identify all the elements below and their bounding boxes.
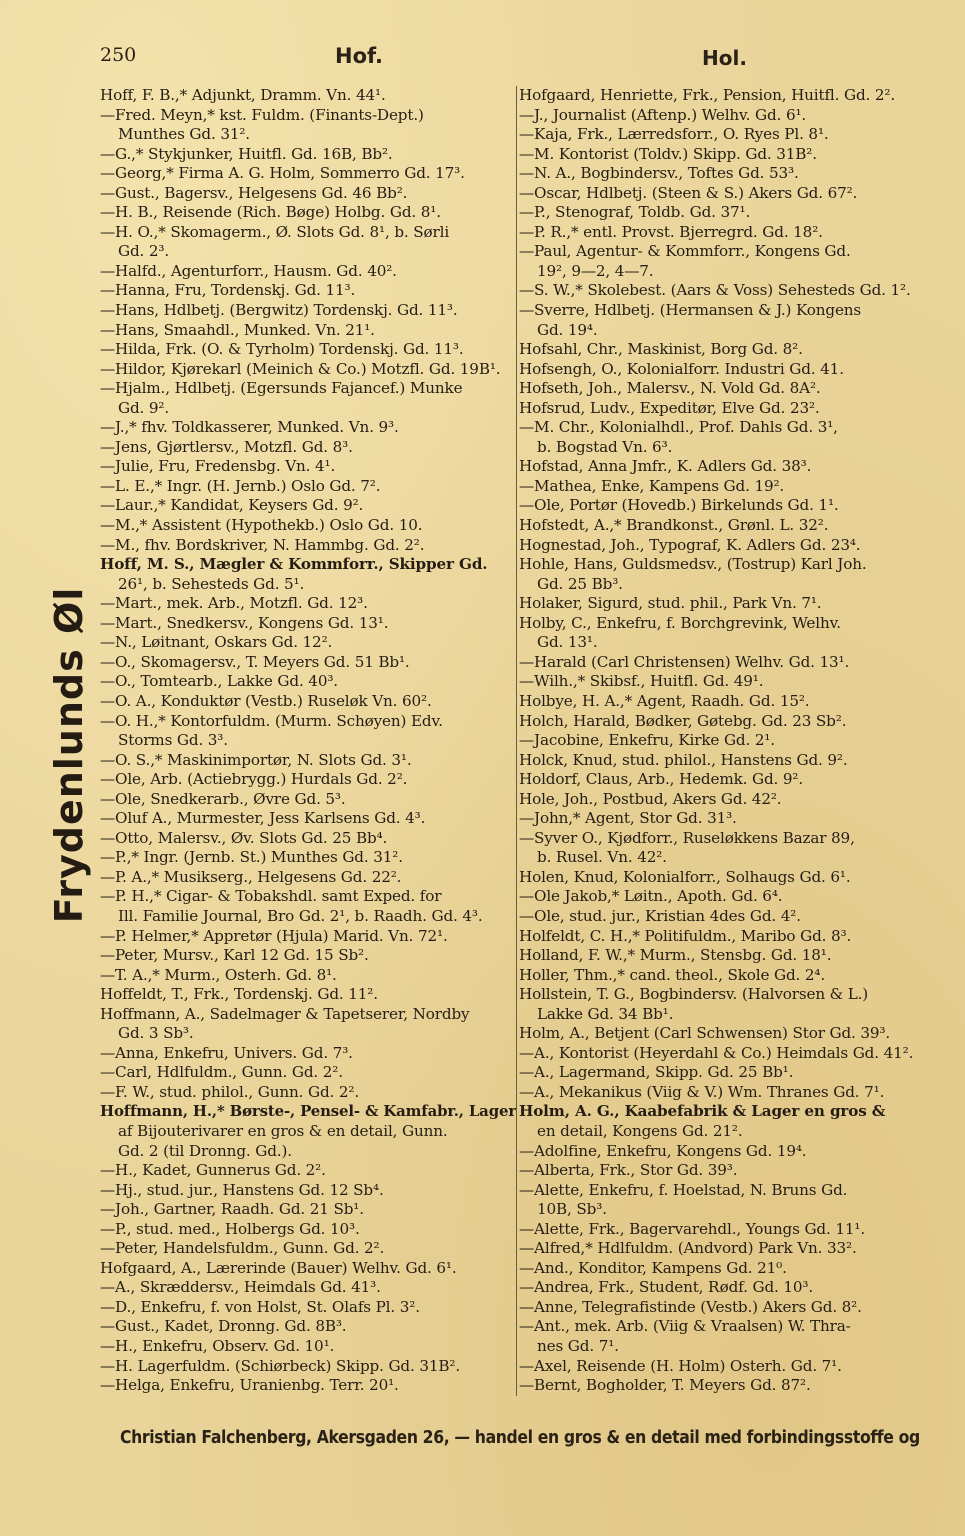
entry-line: —O. H.,* Kontorfuldm. (Murm. Schøyen) Edv. (100, 711, 443, 730)
entry-line: 10B, Sb³. (537, 1200, 607, 1219)
entry-line: Hohle, Hans, Guldsmedsv., (Tostrup) Karl Joh. (519, 555, 867, 574)
entry-line: —J.,* fhv. Toldkasserer, Munked. Vn. 9³. (100, 418, 399, 437)
entry-line: —Julie, Fru, Fredensbg. Vn. 4¹. (100, 457, 336, 476)
entry-line: —Alfred,* Hdlfuldm. (Andvord) Park Vn. 33². (519, 1239, 857, 1258)
entry-line: —Carl, Hdlfuldm., Gunn. Gd. 2². (100, 1063, 343, 1082)
entry-line: Hofsengh, O., Kolonialforr. Industri Gd. 41. (519, 359, 844, 378)
entry-line: Ill. Familie Journal, Bro Gd. 2¹, b. Raadh. Gd. 4³. (118, 906, 483, 925)
entry-line: Holland, F. W.,* Murm., Stensbg. Gd. 18¹. (519, 946, 832, 965)
entry-line: —Hj., stud. jur., Hanstens Gd. 12 Sb⁴. (100, 1180, 384, 1199)
entry-line: —Jacobine, Enkefru, Kirke Gd. 2¹. (519, 731, 775, 750)
entry-line: Hofgaard, Henriette, Frk., Pension, Huitfl. Gd. 2². (519, 86, 896, 104)
entry-line: —Gust., Kadet, Dronng. Gd. 8B³. (100, 1317, 347, 1336)
footer-advertisement: Christian Falchenberg, Akersgaden 26, — handel en gros & en detail med forbindingsstoffe og (120, 1428, 920, 1448)
entry-line: —Oscar, Hdlbetj. (Steen & S.) Akers Gd. 67². (519, 183, 858, 202)
entry-line: —A., Lagermand, Skipp. Gd. 25 Bb¹. (519, 1063, 794, 1082)
entry-line: —Harald (Carl Christensen) Welhv. Gd. 13¹. (519, 652, 850, 671)
entry-line: —P. H.,* Cigar- & Tobakshdl. samt Exped. for (100, 887, 442, 906)
entry-line: —Peter, Mursv., Karl 12 Gd. 15 Sb². (100, 946, 369, 965)
entry-line: —H., Enkefru, Observ. Gd. 10¹. (100, 1337, 335, 1355)
entry-line: en detail, Kongens Gd. 21². (537, 1121, 743, 1140)
entry-line: —Hanna, Fru, Tordenskj. Gd. 11³. (100, 281, 356, 300)
entry-line: —Fred. Meyn,* kst. Fuldm. (Finants-Dept.) (100, 105, 424, 124)
entry-line: Hoffeldt, T., Frk., Tordenskj. Gd. 11². (100, 985, 378, 1004)
entry-line: —A., Skræddersv., Heimdals Gd. 41³. (100, 1278, 381, 1297)
page-number: 250 (100, 44, 137, 66)
entry-line: Hollstein, T. G., Bogbindersv. (Halvorsen & L.) (519, 985, 869, 1004)
entry-line: —H. Lagerfuldm. (Schiørbeck) Skipp. Gd. 31B². (100, 1356, 461, 1375)
entry-line: 19², 9—2, 4—7. (537, 261, 654, 280)
entry-line: —M. Chr., Kolonialhdl., Prof. Dahls Gd. 3¹, (519, 418, 838, 437)
entry-line: —A., Kontorist (Heyerdahl & Co.) Heimdals Gd. 41². (519, 1043, 914, 1062)
entry-line: —Andrea, Frk., Student, Rødf. Gd. 10³. (519, 1278, 814, 1297)
entry-line: Gd. 2 (til Dronng. Gd.). (118, 1141, 292, 1160)
entry-line: Munthes Gd. 31². (118, 125, 250, 144)
entry-line: b. Rusel. Vn. 42². (537, 848, 667, 867)
entry-line: —S. W.,* Skolebest. (Aars & Voss) Sehesteds Gd. 1². (519, 281, 911, 300)
running-head-left: Hof. (335, 44, 383, 68)
entry-line: —Gust., Bagersv., Helgesens Gd. 46 Bb². (100, 183, 408, 202)
entry-line: Hofstad, Anna Jmfr., K. Adlers Gd. 38³. (519, 457, 812, 476)
entry-line: —Kaja, Frk., Lærredsforr., O. Ryes Pl. 8¹. (519, 125, 829, 144)
entry-line: Gd. 19⁴. (537, 320, 598, 339)
entry-line: —M. Kontorist (Toldv.) Skipp. Gd. 31B². (519, 144, 817, 163)
entry-line: —Joh., Gartner, Raadh. Gd. 21 Sb¹. (100, 1200, 364, 1219)
entry-line: —M.,* Assistent (Hypothekb.) Oslo Gd. 10. (100, 516, 423, 535)
entry-line: —Halfd., Agenturforr., Hausm. Gd. 40². (100, 261, 397, 280)
entry-line: —Alberta, Frk., Stor Gd. 39³. (519, 1161, 738, 1180)
entry-line: —Mathea, Enke, Kampens Gd. 19². (519, 476, 785, 495)
entry-line: —Alette, Frk., Bagervarehdl., Youngs Gd. 11¹. (519, 1219, 866, 1238)
entry-line: —O., Skomagersv., T. Meyers Gd. 51 Bb¹. (100, 652, 410, 671)
entry-line: —F. W., stud. philol., Gunn. Gd. 2². (100, 1082, 360, 1101)
entry-line: nes Gd. 7¹. (537, 1337, 619, 1355)
entry-line: Holen, Knud, Kolonialforr., Solhaugs Gd. 6¹. (519, 867, 851, 886)
entry-line: —Paul, Agentur- & Kommforr., Kongens Gd. (519, 242, 851, 261)
entry-line: —N. A., Bogbindersv., Toftes Gd. 53³. (519, 164, 799, 183)
entry-line: Hofstedt, A.,* Brandkonst., Grønl. L. 32². (519, 516, 829, 535)
entry-line: —Adolfine, Enkefru, Kongens Gd. 19⁴. (519, 1141, 807, 1160)
entry-line: —L. E.,* Ingr. (H. Jernb.) Oslo Gd. 7². (100, 476, 381, 495)
entry-line: —Syver O., Kjødforr., Ruseløkkens Bazar 89, (519, 828, 855, 847)
entry-line: —H. B., Reisende (Rich. Bøge) Holbg. Gd. 8¹. (100, 203, 441, 222)
entry-line: Hoff, M. S., Mægler & Kommforr., Skipper Gd. (100, 555, 488, 574)
entry-line: —P. R.,* entl. Provst. Bjerregrd. Gd. 18². (519, 222, 823, 241)
entry-line: —Georg,* Firma A. G. Holm, Sommerro Gd. 17³. (100, 164, 465, 183)
entry-line: Holch, Harald, Bødker, Gøtebg. Gd. 23 Sb². (519, 711, 847, 730)
entry-line: —Hans, Smaahdl., Munked. Vn. 21¹. (100, 320, 375, 339)
entry-line: Lakke Gd. 34 Bb¹. (537, 1004, 674, 1023)
entry-line: —Ole, Arb. (Actiebrygg.) Hurdals Gd. 2². (100, 770, 408, 789)
entry-line: Holby, C., Enkefru, f. Borchgrevink, Welhv. (519, 613, 841, 632)
entry-line: —Jens, Gjørtlersv., Motzfl. Gd. 8³. (100, 437, 353, 456)
entry-line: —H., Kadet, Gunnerus Gd. 2². (100, 1161, 326, 1180)
entry-line: —P., Stenograf, Toldb. Gd. 37¹. (519, 203, 751, 222)
entry-line: —Alette, Enkefru, f. Hoelstad, N. Bruns Gd. (519, 1180, 848, 1199)
entry-line: —Mart., Snedkersv., Kongens Gd. 13¹. (100, 613, 389, 632)
entry-line: —Bernt, Bogholder, T. Meyers Gd. 87². (519, 1376, 811, 1395)
right-column (519, 86, 937, 1396)
side-advertisement-text: Frydenlunds Øl (47, 586, 91, 924)
entry-line: —N., Løitnant, Oskars Gd. 12². (100, 633, 333, 652)
entry-line: —H. O.,* Skomagerm., Ø. Slots Gd. 8¹, b. Sørli (100, 222, 450, 241)
entry-line: —O., Tomtearb., Lakke Gd. 40³. (100, 672, 338, 691)
entry-line: —Axel, Reisende (H. Holm) Osterh. Gd. 7¹. (519, 1356, 842, 1375)
entry-line: —P. A.,* Musikserg., Helgesens Gd. 22². (100, 867, 402, 886)
entry-line: Gd. 3 Sb³. (118, 1024, 194, 1043)
entry-line: —Ant., mek. Arb. (Viig & Vraalsen) W. Thra- (519, 1317, 851, 1336)
entry-line: Hoffmann, A., Sadelmager & Tapetserer, Nordby (100, 1004, 470, 1023)
entry-line: —Otto, Malersv., Øv. Slots Gd. 25 Bb⁴. (100, 828, 388, 847)
entry-line: Gd. 2³. (118, 242, 170, 261)
column-divider (516, 86, 517, 1396)
entry-line: —O. S.,* Maskinimportør, N. Slots Gd. 3¹. (100, 750, 412, 769)
entry-line: —M., fhv. Bordskriver, N. Hammbg. Gd. 2². (100, 535, 425, 554)
entry-line: Gd. 25 Bb³. (537, 574, 623, 593)
entry-line: Holler, Thm.,* cand. theol., Skole Gd. 2⁴. (519, 965, 826, 984)
entry-line: —John,* Agent, Stor Gd. 31³. (519, 809, 737, 828)
entry-line: Hole, Joh., Postbud, Akers Gd. 42². (519, 789, 782, 808)
entry-line: —Mart., mek. Arb., Motzfl. Gd. 12³. (100, 594, 368, 613)
entry-line: —D., Enkefru, f. von Holst, St. Olafs Pl. 3². (100, 1297, 420, 1316)
entry-line: —J., Journalist (Aftenp.) Welhv. Gd. 6¹. (519, 105, 807, 124)
entry-line: —Laur.,* Kandidat, Keysers Gd. 9². (100, 496, 364, 515)
entry-line: Hoff, F. B.,* Adjunkt, Dramm. Vn. 44¹. (100, 86, 386, 104)
entry-line: Hofgaard, A., Lærerinde (Bauer) Welhv. Gd. 6¹. (100, 1258, 457, 1277)
entry-line: Hofsrud, Ludv., Expeditør, Elve Gd. 23². (519, 398, 820, 417)
entry-line: Storms Gd. 3³. (118, 731, 228, 750)
entry-line: —P.,* Ingr. (Jernb. St.) Munthes Gd. 31². (100, 848, 403, 867)
entry-line: Gd. 13¹. (537, 633, 598, 652)
entry-line: Hoffmann, H.,* Børste-, Pensel- & Kamfabr., Lager (100, 1102, 516, 1121)
entry-line: —Ole Jakob,* Løitn., Apoth. Gd. 6⁴. (519, 887, 783, 906)
entry-line: —Helga, Enkefru, Uranienbg. Terr. 20¹. (100, 1376, 399, 1395)
entry-line: —Hildor, Kjørekarl (Meinich & Co.) Motzfl. Gd. 19B¹. (100, 359, 501, 378)
entry-line: —P. Helmer,* Appretør (Hjula) Marid. Vn. 72¹. (100, 926, 448, 945)
entry-line: —P., stud. med., Holbergs Gd. 10³. (100, 1219, 360, 1238)
left-column (100, 86, 516, 1396)
entry-line: —Ole, stud. jur., Kristian 4des Gd. 4². (519, 906, 801, 925)
entry-line: —Ole, Snedkerarb., Øvre Gd. 5³. (100, 789, 346, 808)
entry-line: —And., Konditor, Kampens Gd. 21⁰. (519, 1258, 787, 1277)
entry-line: Holm, A., Betjent (Carl Schwensen) Stor Gd. 39³. (519, 1024, 891, 1043)
entry-line: —Oluf A., Murmester, Jess Karlsens Gd. 4³. (100, 809, 426, 828)
entry-line: —A., Mekanikus (Viig & V.) Wm. Thranes Gd. 7¹. (519, 1082, 885, 1101)
entry-line: —T. A.,* Murm., Osterh. Gd. 8¹. (100, 965, 337, 984)
entry-line: 26¹, b. Sehesteds Gd. 5¹. (118, 574, 305, 593)
entry-line: —Hans, Hdlbetj. (Bergwitz) Tordenskj. Gd. 11³. (100, 301, 458, 320)
entry-line: af Bijouterivarer en gros & en detail, Gunn. (118, 1121, 448, 1140)
entry-line: Hofseth, Joh., Malersv., N. Vold Gd. 8A². (519, 379, 821, 398)
entry-line: —Ole, Portør (Hovedb.) Birkelunds Gd. 1¹. (519, 496, 839, 515)
entry-line: Hognestad, Joh., Typograf, K. Adlers Gd. 23⁴. (519, 535, 861, 554)
entry-line: b. Bogstad Vn. 6³. (537, 437, 673, 456)
entry-line: Holbye, H. A.,* Agent, Raadh. Gd. 15². (519, 691, 810, 710)
entry-line: Hofsahl, Chr., Maskinist, Borg Gd. 8². (519, 340, 803, 359)
entry-line: —O. A., Konduktør (Vestb.) Ruseløk Vn. 60². (100, 691, 432, 710)
entry-line: —Hilda, Frk. (O. & Tyrholm) Tordenskj. Gd. 11³. (100, 340, 464, 359)
entry-line: —Anne, Telegrafistinde (Vestb.) Akers Gd. 8². (519, 1297, 862, 1316)
entry-line: Gd. 9². (118, 398, 170, 417)
side-advertisement (44, 586, 94, 924)
entry-line: —Peter, Handelsfuldm., Gunn. Gd. 2². (100, 1239, 385, 1258)
running-head-right: Hol. (702, 46, 747, 70)
entry-line: Holm, A. G., Kaabefabrik & Lager en gros & (519, 1102, 886, 1121)
entry-line: —Wilh.,* Skibsf., Huitfl. Gd. 49¹. (519, 672, 764, 691)
entry-line: Holdorf, Claus, Arb., Hedemk. Gd. 9². (519, 770, 804, 789)
entry-line: Holck, Knud, stud. philol., Hanstens Gd. 9². (519, 750, 848, 769)
entry-line: —G.,* Stykjunker, Huitfl. Gd. 16B, Bb². (100, 144, 393, 163)
entry-line: Holaker, Sigurd, stud. phil., Park Vn. 7¹. (519, 594, 822, 613)
entry-line: —Hjalm., Hdlbetj. (Egersunds Fajancef.) Munke (100, 379, 463, 398)
entry-line: Holfeldt, C. H.,* Politifuldm., Maribo Gd. 8³. (519, 926, 852, 945)
entry-line: —Sverre, Hdlbetj. (Hermansen & J.) Kongens (519, 301, 862, 320)
entry-line: —Anna, Enkefru, Univers. Gd. 7³. (100, 1043, 353, 1062)
